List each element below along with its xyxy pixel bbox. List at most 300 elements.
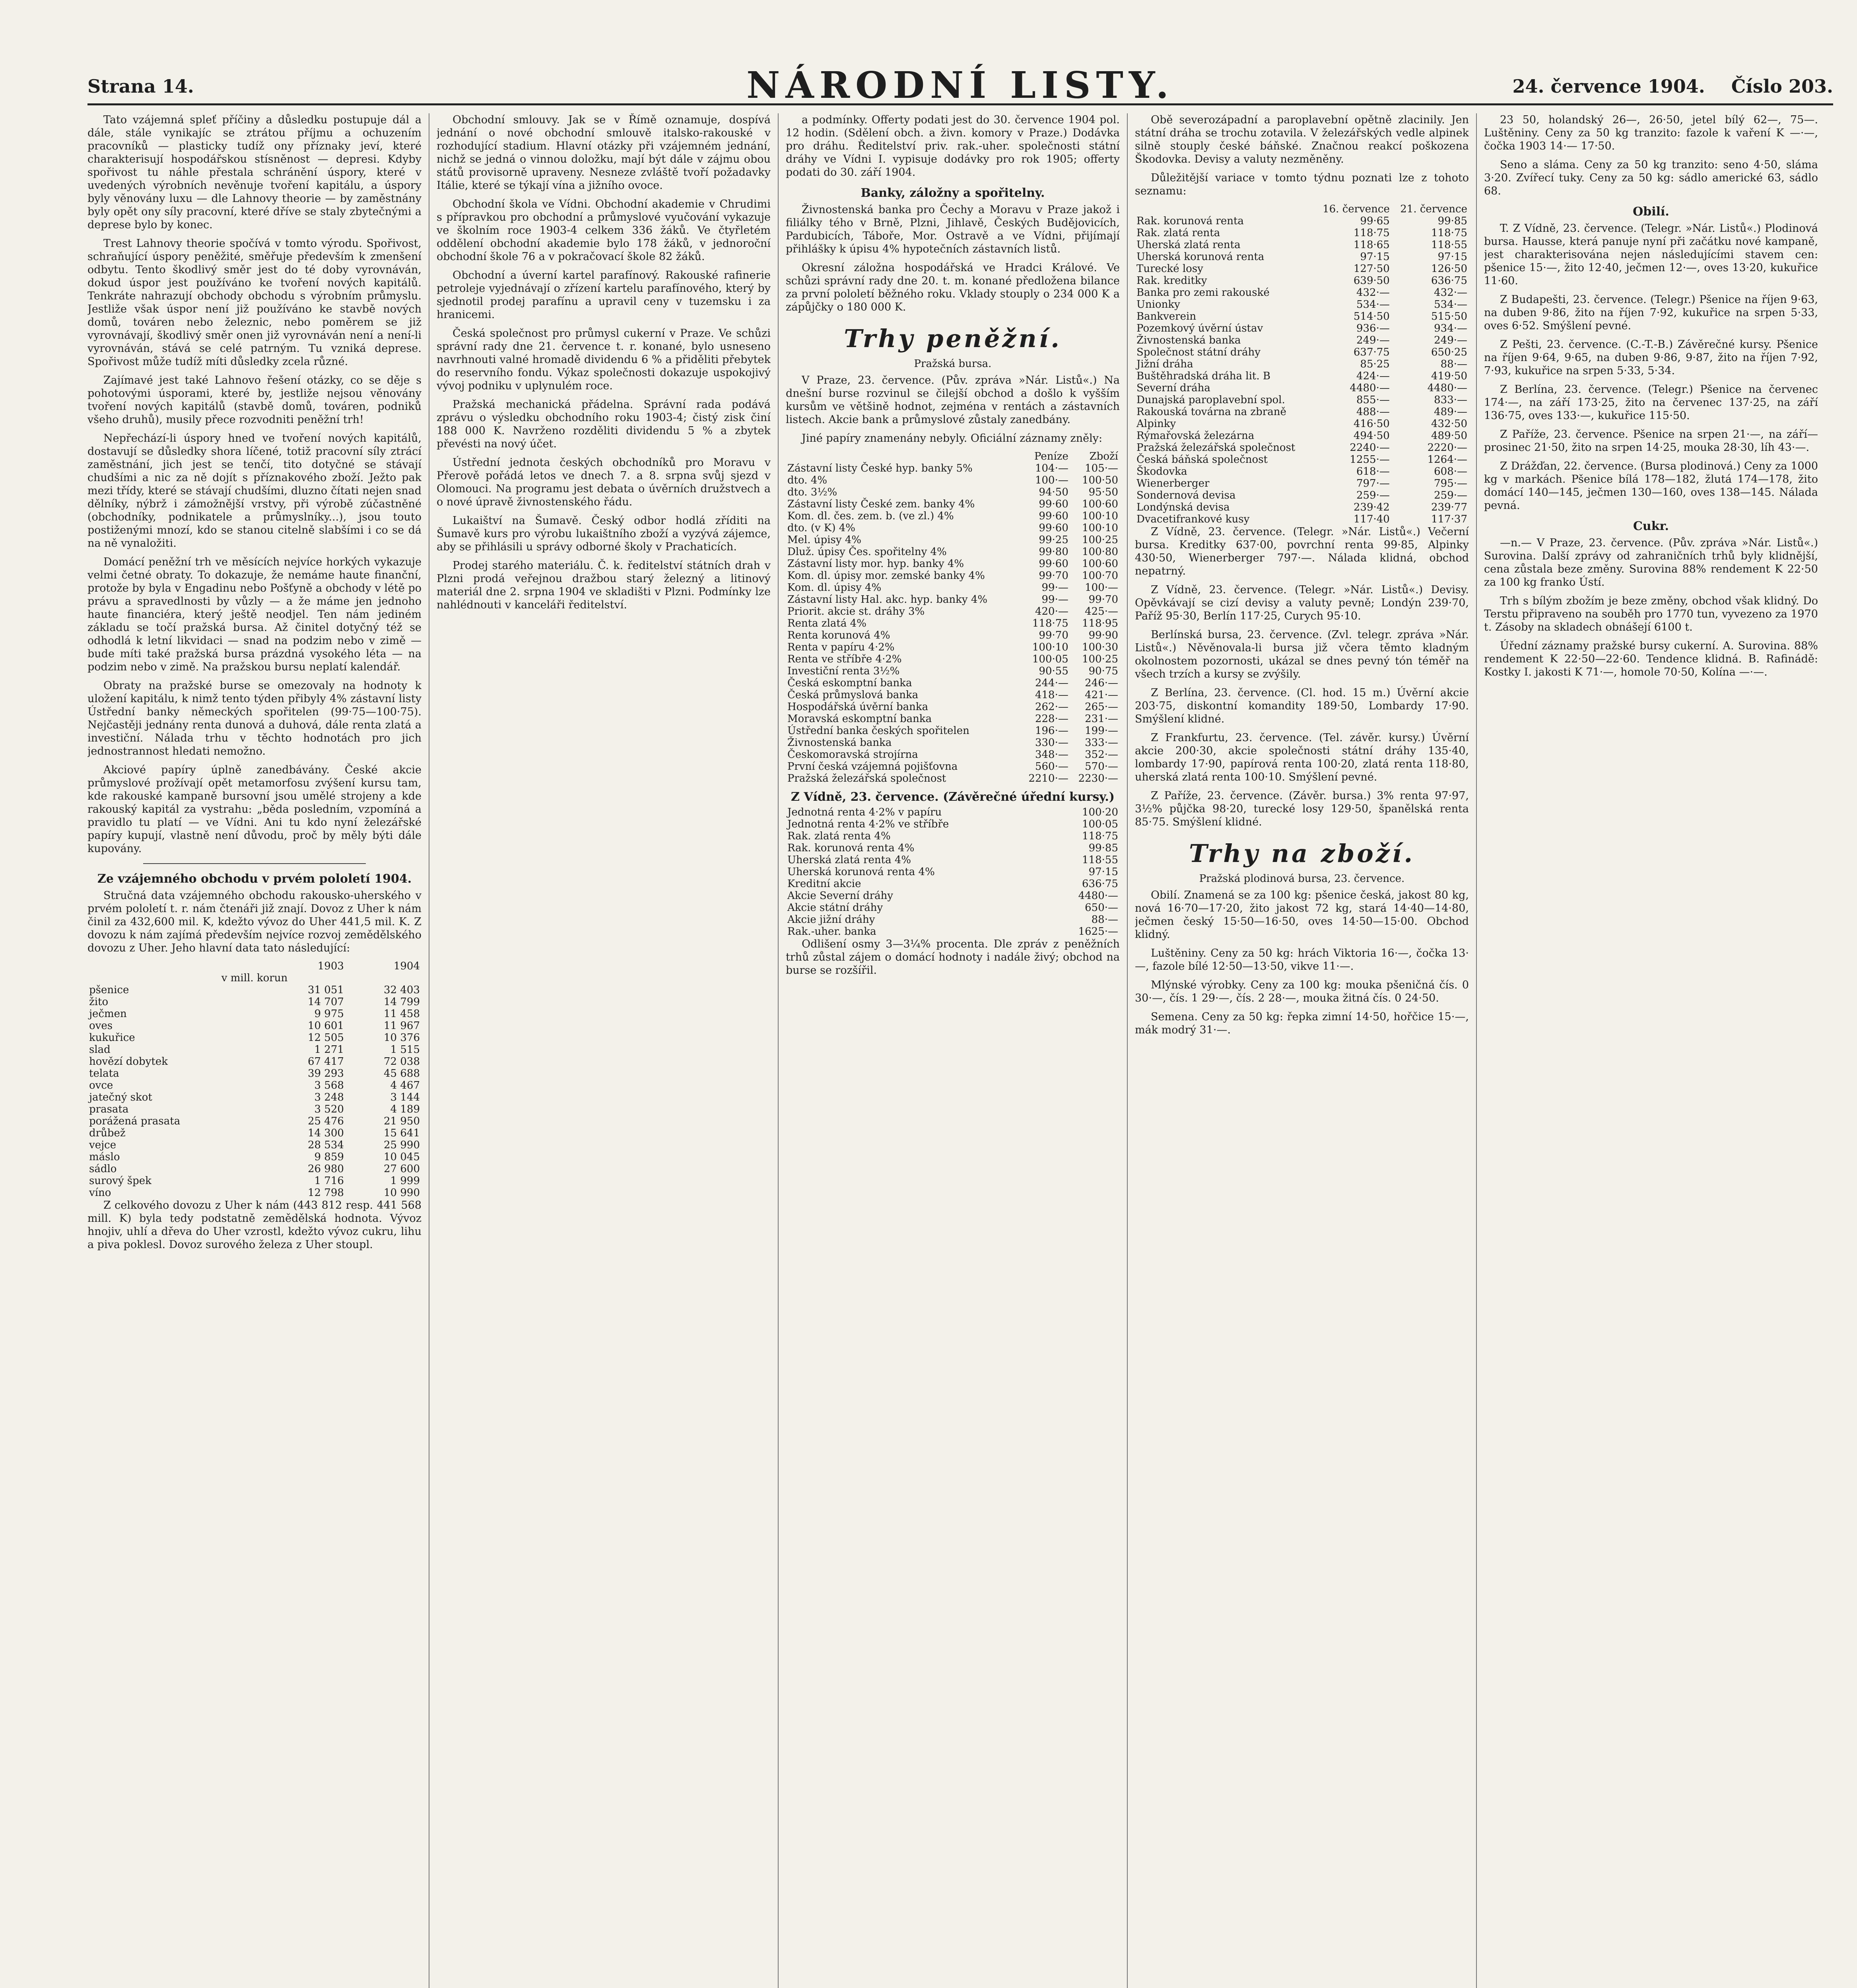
row-value: 560·—: [1035, 761, 1068, 773]
table-row: [87, 1115, 422, 1127]
row-value: 420·—: [1035, 606, 1068, 617]
table-row: [1135, 358, 1469, 370]
row-value: 14 799: [384, 996, 420, 1008]
table-row: [786, 866, 1120, 878]
row-value: 99·—: [1041, 594, 1068, 606]
table-row: [1135, 442, 1469, 454]
row-label: Mel. úpisy 4%: [787, 534, 862, 546]
paragraph: Z Vídně, 23. července. (Telegr. »Nár. Listů«.) Večerní bursa. Kreditky 637·00, povrchní renta 99·85, Alpinky 430·50, Wienerberger 797·—. Nálada klidná, obchod nepatrný.: [1135, 526, 1469, 577]
row-value: 72 038: [384, 1056, 420, 1068]
row-value: 534·—: [1434, 299, 1467, 311]
row-value: 249·—: [1434, 334, 1467, 346]
row-value: 650·25: [1431, 346, 1467, 358]
table-row: [786, 830, 1120, 842]
row-label: Kom. dl. úpisy mor. zemské banky 4%: [787, 570, 985, 582]
table-row: [786, 558, 1120, 570]
row-label: Renta korunová 4%: [787, 629, 890, 641]
table-row: [87, 1187, 422, 1199]
row-value: 100·70: [1082, 570, 1118, 582]
paragraph: Nepřechází-li úspory hned ve tvoření nových kapitálů, dostavují se důsledky shora líčené, totiž pracovní síly ztrácí zaměstnání, jich jest se tenčí, tito dotyčné se stávají chudšími a nic za ně dojít s příznakového zboží. Ježto pak mezi třídy, které se stávají chudšími, dluzno čítati nejen snad dělníky, nýbrž i zámožnější vrstvy, při výrobě zúčastněné (obchodníky, podnikatele a průmyslníky...), jsou touto postiženými mnozí, kdo se stanou citelně slabšími i co se dá na ně vynaložiti.: [87, 432, 422, 549]
row-value: 1264·—: [1427, 454, 1467, 466]
table-row: [786, 641, 1120, 653]
row-label: První česká vzájemná pojišťovna: [787, 761, 958, 773]
table-row: [87, 1068, 422, 1079]
row-value: 31 051: [307, 984, 344, 996]
row-value: 100·60: [1082, 498, 1118, 510]
row-value: 936·—: [1356, 322, 1390, 334]
row-label: Zástavní listy České zem. banky 4%: [787, 498, 975, 510]
table-row: [1135, 334, 1469, 346]
row-value: 636·75: [1431, 275, 1467, 287]
table-row: [786, 510, 1120, 522]
column-2: [437, 113, 771, 1988]
table-row: [1135, 406, 1469, 418]
row-value: 2230·—: [1078, 773, 1118, 784]
paragraph: Odlišení osmy 3—3¼% procenta. Dle zpráv z peněžních trhů zůstal zájem o domácí hodnoty i nadále živý; obchod na burse se rozšířil.: [786, 938, 1120, 977]
table-row: [87, 1032, 422, 1044]
row-label: Dluž. úpisy Čes. spořitelny 4%: [787, 546, 947, 558]
row-label: Turecké losy: [1136, 263, 1203, 275]
row-label: žito: [89, 996, 109, 1008]
table-row: [87, 984, 422, 996]
row-label: Ústřední banka českých spořitelen: [787, 725, 969, 737]
row-value: 259·—: [1356, 489, 1390, 501]
section-divider: [143, 863, 366, 864]
paragraph: Z Drážďan, 22. července. (Bursa plodinová.) Ceny za 1000 kg v markách. Pšenice bílá 178—182, žlutá 174—178, žito domácí 140—145, ječmen 130—160, oves 138—145. Nálada pevná.: [1484, 460, 1818, 512]
row-value: 934·—: [1434, 322, 1467, 334]
row-value: 2210·—: [1028, 773, 1068, 784]
row-value: 244·—: [1035, 677, 1068, 689]
paragraph: Z Frankfurtu, 23. července. (Tel. závěr. kursy.) Úvěrní akcie 200·30, akcie společnosti státní dráhy 135·40, lombardy 17·90, papírová renta 100·20, zlatá renta 118·80, uherská zlatá renta 100·10. Smýšlení pevné.: [1135, 732, 1469, 783]
row-value: 570·—: [1085, 761, 1118, 773]
table-row: [786, 701, 1120, 713]
row-value: 246·—: [1085, 677, 1118, 689]
table-header-cell: Zboží: [1089, 450, 1118, 462]
row-value: 2220·—: [1427, 442, 1467, 454]
row-label: Živnostenská banka: [1136, 334, 1241, 346]
row-value: 11 967: [384, 1020, 420, 1032]
prague-rows: [786, 462, 1120, 784]
table-row: [786, 749, 1120, 761]
row-label: Alpinky: [1136, 418, 1176, 430]
row-label: telata: [89, 1068, 119, 1079]
row-value: 9 859: [314, 1151, 344, 1163]
row-value: 12 505: [307, 1032, 344, 1044]
row-label: Pražská železářská společnost: [1136, 442, 1296, 454]
row-value: 14 300: [307, 1127, 344, 1139]
row-label: Jednotná renta 4·2% ve stříbře: [787, 818, 949, 830]
row-label: Uherská korunová renta: [1136, 251, 1265, 263]
paragraph: Živnostenská banka pro Čechy a Moravu v Praze jakož i filiálky tého v Brně, Plzni, Jihlavě, Českých Budějovicích, Pardubicích, Táboře, Mor. Ostravě a ve Vídni, přijímají přihlášky k úpisu 4% hypotečních zástavních listů.: [786, 204, 1120, 255]
row-value: 118·55: [1082, 854, 1118, 866]
table-row: [786, 725, 1120, 737]
row-value: 21 950: [384, 1115, 420, 1127]
row-label: ječmen: [89, 1008, 127, 1020]
row-value: 118·75: [1353, 227, 1390, 239]
paragraph: Z Budapešti, 23. července. (Telegr.) Pšenice na říjen 9·63, na duben 9·86, žito na říjen 7·92, kukuřice na srpen 5·33, oves 6·52. Smýšlení pevné.: [1484, 293, 1818, 332]
row-value: 514·50: [1353, 311, 1390, 322]
row-value: 99·85: [1437, 215, 1467, 227]
row-value: 3 520: [314, 1103, 344, 1115]
table-row: [1135, 418, 1469, 430]
page-header: [87, 60, 1833, 105]
vienna-rows: [786, 806, 1120, 938]
row-value: 45 688: [384, 1068, 420, 1079]
table-row: [786, 689, 1120, 701]
row-label: Uherská zlatá renta 4%: [787, 854, 911, 866]
row-value: 95·50: [1088, 486, 1118, 498]
row-value: 105·—: [1085, 462, 1118, 474]
table-row: [1135, 346, 1469, 358]
row-value: 100·10: [1082, 510, 1118, 522]
row-value: 432·50: [1431, 418, 1467, 430]
table-header-cell: [786, 450, 1020, 462]
table-header-row: [786, 450, 1120, 462]
table-row: [87, 1091, 422, 1103]
issue-info: [1492, 76, 1833, 97]
row-value: 636·75: [1082, 878, 1118, 890]
table-row: [786, 842, 1120, 854]
issue-number: Číslo 203.: [1731, 76, 1833, 97]
table-row: [786, 653, 1120, 665]
paragraph: Obilí. Znamená se za 100 kg: pšenice česká, jakost 80 kg, nová 16·70—17·20, žito jakost 72 kg, stará 14·40—14·80, ječmen český 15·50—16·50, oves 14·50—15·00. Obchod klidný.: [1135, 889, 1469, 941]
row-value: 97·15: [1088, 866, 1118, 878]
paragraph: —n.— V Praze, 23. července. (Pův. zpráva »Nár. Listů«.) Surovina. Další zprávy od zahraničních trhů byly klidnější, cena zůstala beze změny. Surovina 88% rendement K 22·50 za 100 kg franko Ústí.: [1484, 537, 1818, 588]
table-row: [786, 713, 1120, 725]
row-value: 100·25: [1082, 534, 1118, 546]
paragraph: Česká společnost pro průmysl cukerní v Praze. Ve schůzi správní rady dne 21. července t. r. konané, bylo usneseno navrhnouti valné hromadě dividendu 6 % a přiděliti přebytek do reservního fondu. Výkaz společnosti dokazuje uspokojivý vývoj podniku v uplynulém roce.: [437, 327, 771, 392]
table-row: [786, 546, 1120, 558]
row-label: surový špek: [89, 1175, 152, 1187]
row-value: 833·—: [1434, 394, 1467, 406]
row-value: 99·65: [1360, 215, 1390, 227]
issue-date: 24. července 1904.: [1512, 76, 1705, 97]
section-heading-grain: Obilí.: [1633, 205, 1669, 219]
page-label: Strana 14.: [87, 76, 194, 97]
row-label: Českomoravská strojírna: [787, 749, 918, 761]
row-value: 262·—: [1035, 701, 1068, 713]
market-subheading: Pražská bursa.: [914, 358, 992, 370]
row-label: drůbež: [89, 1127, 126, 1139]
row-label: pšenice: [89, 984, 129, 996]
table-header-cell: 16. července: [1323, 203, 1390, 215]
table-row: [1135, 394, 1469, 406]
variation-rows: [1135, 215, 1469, 525]
table-row: [1135, 239, 1469, 251]
row-value: 118·95: [1082, 617, 1118, 629]
row-value: 608·—: [1434, 466, 1467, 478]
row-value: 10 990: [384, 1187, 420, 1199]
row-label: Dunajská paroplavební spol.: [1136, 394, 1285, 406]
table-unit-row: [87, 972, 422, 984]
table-row: [1135, 215, 1469, 227]
row-value: 11 458: [384, 1008, 420, 1020]
vienna-heading: Z Vídně, 23. července. (Závěrečné úřední kursy.): [791, 790, 1115, 804]
row-label: Zástavní listy České hyp. banky 5%: [787, 462, 973, 474]
table-header-cell: 1903: [317, 960, 344, 972]
table-row: [786, 582, 1120, 594]
row-value: 39 293: [307, 1068, 344, 1079]
row-value: 99·60: [1039, 558, 1068, 570]
paragraph: Ústřední jednota českých obchodníků pro Moravu v Přerově pořádá letos ve dnech 7. a 8. srpna svůj sjezd v Olomouci. Na programu jest debata o úvěrních družstvech a o nové úpravě živnostenského řádu.: [437, 456, 771, 508]
paragraph: 23 50, holandský 26—, 26·50, jetel bílý 62—, 75—. Luštěniny. Ceny za 50 kg tranzito: fazole k vaření K —·—, čočka 1903 14·— 17·50.: [1484, 114, 1818, 152]
row-value: 650·—: [1085, 902, 1118, 914]
paragraph: V Praze, 23. července. (Pův. zpráva »Nár. Listů«.) Na dnešní burse rozvinul se čilejší obchod a došlo k vyšším kursům ve většině hodnot, zejména v rentách a zástavních listech. Akcie bank a průmyslové zůstaly zanedbány.: [786, 374, 1120, 426]
columns: [87, 113, 1833, 1988]
table-row: [1135, 466, 1469, 478]
row-value: 99·70: [1039, 570, 1068, 582]
row-value: 100·10: [1032, 641, 1068, 653]
row-label: Zástavní listy Hal. akc. hyp. banky 4%: [787, 594, 988, 606]
row-value: 797·—: [1356, 478, 1390, 489]
row-label: Unionky: [1136, 299, 1180, 311]
masthead: NÁRODNÍ LISTY.: [746, 64, 1174, 107]
row-value: 100·30: [1082, 641, 1118, 653]
table-row: [786, 474, 1120, 486]
row-label: Hospodářská úvěrní banka: [787, 701, 928, 713]
paragraph: Semena. Ceny za 50 kg: řepka zimní 14·50, hořčice 15·—, mák modrý 31·—.: [1135, 1011, 1469, 1036]
row-label: Uherská korunová renta 4%: [787, 866, 935, 878]
table-row: [786, 629, 1120, 641]
row-value: 118·75: [1032, 617, 1068, 629]
table-row: [1135, 251, 1469, 263]
row-label: Investiční renta 3½%: [787, 665, 900, 677]
paragraph: Z Paříže, 23. července. Pšenice na srpen 21·—, na září—prosinec 21·50, žito na srpen 14·25, mouka 28·30, líh 43·—.: [1484, 428, 1818, 454]
table-row: [786, 606, 1120, 617]
row-value: 196·—: [1035, 725, 1068, 737]
table-row: [87, 1103, 422, 1115]
table-row: [786, 926, 1120, 938]
row-label: dto. 3½%: [787, 486, 837, 498]
row-label: Banka pro zemi rakouské: [1136, 287, 1270, 299]
row-value: 488·—: [1356, 406, 1390, 418]
row-value: 88·—: [1440, 358, 1467, 370]
paragraph: Trh s bílým zbožím je beze změny, obchod však klidný. Do Terstu připraveno na souběh pro 1770 tun, vyvezeno za 1970 t. Zásoby na skladech obnášejí 6100 t.: [1484, 595, 1818, 633]
table-row: [786, 462, 1120, 474]
row-label: Rakouská továrna na zbraně: [1136, 406, 1286, 418]
paragraph: Z Paříže, 23. července. (Závěr. bursa.) 3% renta 97·97, 3½% půjčka 98·20, turecké losy 129·50, španělská renta 85·75. Smýšlení klidné.: [1135, 790, 1469, 828]
row-label: slad: [89, 1044, 111, 1056]
row-value: 99·80: [1039, 546, 1068, 558]
table-row: [786, 486, 1120, 498]
row-value: 637·75: [1353, 346, 1390, 358]
trade-table-intro: Stručná data vzájemného obchodu rakousko-uherského v prvém pololetí t. r. nám čtenáři již znají. Dovoz z Uher k nám činil za 432,600 mil. K, kdežto vývoz do Uher 441,5 mil. K. Z dovozu k nám zajímá především nejvíce rozvoj zemědělského dovozu z Uher. Jeho hlavní data tato následující:: [87, 889, 422, 954]
row-value: 100·—: [1035, 474, 1068, 486]
row-value: 100·80: [1082, 546, 1118, 558]
row-label: porážená prasata: [89, 1115, 181, 1127]
paragraph: Obě severozápadní a paroplavební opětně zlacinily. Jen státní dráha se trochu zotavila. V železářských vedle alpinek silně stouply české báňské. Značnou reakcí poškozena Škodovka. Devisy a valuty nezměněny.: [1135, 114, 1469, 165]
table-row: [786, 677, 1120, 689]
row-value: 100·05: [1032, 653, 1068, 665]
row-value: 432·—: [1356, 287, 1390, 299]
row-value: 126·50: [1431, 263, 1467, 275]
paragraph: Z Pešti, 23. července. (C.-T.-B.) Závěrečné kursy. Pšenice na říjen 9·64, 9·65, na duben 9·86, 9·87, žito na říjen 7·92, 7·93, kukuřice na srpen 5·33, 5·34.: [1484, 338, 1818, 377]
row-value: 26 980: [307, 1163, 344, 1175]
row-value: 104·—: [1035, 462, 1068, 474]
row-label: oves: [89, 1020, 113, 1032]
row-value: 3 248: [314, 1091, 344, 1103]
table-header-cell: [1135, 203, 1314, 215]
column-1: [87, 113, 422, 1988]
row-value: 228·—: [1035, 713, 1068, 725]
row-label: Renta ve stříbře 4·2%: [787, 653, 902, 665]
row-label: prasata: [89, 1103, 129, 1115]
row-value: 118·75: [1082, 830, 1118, 842]
row-label: Jednotná renta 4·2% v papíru: [787, 806, 942, 818]
row-value: 100·20: [1082, 806, 1118, 818]
paragraph: Zajímavé jest také Lahnovo řešení otázky, co se děje s pohotovými úsporami, které by, jestliže nejsou věnovány tvoření nových kapitálů (stavbě domů, továren, podniků všeho druhů), musily přece rozvodniti peněžní trh!: [87, 374, 422, 426]
paragraph: Úřední záznamy pražské bursy cukerní. A. Surovina. 88% rendement K 22·50—22·60. Tendence klidná. B. Rafinádě: Kostky I. jakosti K 71·—, homole 70·50, Kolína —·—.: [1484, 640, 1818, 678]
row-label: jatečný skot: [89, 1091, 152, 1103]
row-label: máslo: [89, 1151, 120, 1163]
row-value: 127·50: [1353, 263, 1390, 275]
table-row: [1135, 513, 1469, 525]
row-value: 534·—: [1356, 299, 1390, 311]
row-value: 99·25: [1039, 534, 1068, 546]
row-value: 795·—: [1434, 478, 1467, 489]
row-value: 618·—: [1356, 466, 1390, 478]
table-row: [786, 854, 1120, 866]
row-value: 10 376: [384, 1032, 420, 1044]
row-value: 100·—: [1085, 582, 1118, 594]
row-value: 94·50: [1039, 486, 1068, 498]
section-heading-sugar: Cukr.: [1633, 519, 1669, 533]
table-row: [1135, 322, 1469, 334]
table-row: [786, 902, 1120, 914]
row-value: 67 417: [307, 1056, 344, 1068]
row-value: 239·42: [1353, 501, 1390, 513]
paragraph: Obchodní škola ve Vídni. Obchodní akademie v Chrudimi s přípravkou pro obchodní a průmyslové vyučování vykazuje ve školním roce 1903-4 celkem 336 žáků. Ve čtyřletém oddělení obchodní akademie bylo 178 žáků, v jednoroční obchodní škole 76 a v pokračovací škole 82 žáků.: [437, 198, 771, 263]
row-value: 9 975: [314, 1008, 344, 1020]
table-row: [786, 914, 1120, 926]
row-value: 15 641: [384, 1127, 420, 1139]
trade-table: [87, 960, 422, 1199]
prague-quotes-table: [786, 450, 1120, 784]
row-value: 855·—: [1356, 394, 1390, 406]
row-label: Renta zlatá 4%: [787, 617, 866, 629]
paragraph: Lukaištví na Šumavě. Český odbor hodlá zříditi na Šumavě kurs pro výrobu lukaištního zboží a vyzývá zájemce, aby se přihlásili u správy odborné školy v Prachaticích.: [437, 514, 771, 553]
row-value: 489·50: [1431, 430, 1467, 442]
paragraph: Prodej starého materiálu. Č. k. ředitelství státních drah v Plzni prodá veřejnou dražbou starý železný a litinový materiál dne 2. srpna 1904 ve skladišti v Plzni. Podmínky lze nahlédnouti v kanceláři ředitelství.: [437, 559, 771, 611]
row-label: Pozemkový úvěrní ústav: [1136, 322, 1263, 334]
row-value: 85·25: [1360, 358, 1390, 370]
paragraph: Berlínská bursa, 23. července. (Zvl. telegr. zpráva »Nár. Listů«.) Něvěnovala-li bursa již včera těmto kladným okolnostem pozornosti, ukázal se dnes pevný tón téměř na všech trzích a kursy se zvýšily.: [1135, 629, 1469, 680]
row-value: 99·60: [1039, 510, 1068, 522]
paragraph: a podmínky. Offerty podati jest do 30. července 1904 pol. 12 hodin. (Sdělení obch. a živn. komory v Praze.) Dodávka pro dráhu. Ředitelství priv. rak.-uher. společnosti státní dráhy ve Vídni I. vypisuje dodávky pro rok 1905; offerty podati do 30. září 1904.: [786, 114, 1120, 179]
row-value: 416·50: [1353, 418, 1390, 430]
row-label: dto. (v K) 4%: [787, 522, 855, 534]
table-caption: Důležitější variace v tomto týdnu poznati lze z tohoto seznamu:: [1135, 172, 1469, 197]
paragraph: Trest Lahnovy theorie spočívá v tomto výrodu. Spořivost, schraňující úspory peněžité, směřuje především k zmenšení odbytu. Tento škodlivý směr jest do té doby vyrovnáván, dokud úspor jest používáno ke tvoření nových kapitálů. Tenkráte nahrazují obchody obchodu s výrobním průmyslu. Jestliže však úspor není již používáno ke stavbě nových domů, továren nebo železnic, nebo poměrem se již vyrovnávají, škodlivý směr onen již vyrovnáván není a není-li vyrovnáván, stává se celé patrným. Tu vzniká deprese. Spořivost může tudíž míti důsledky zcela různé.: [87, 237, 422, 368]
row-label: Londýnská devisa: [1136, 501, 1230, 513]
goods-subheading: Pražská plodinová bursa, 23. července.: [1199, 873, 1405, 885]
row-value: 32 403: [384, 984, 420, 996]
row-label: Buštěhradská dráha lit. B: [1136, 370, 1271, 382]
row-label: Renta v papíru 4·2%: [787, 641, 895, 653]
row-label: Škodovka: [1136, 466, 1187, 478]
row-value: 3 568: [314, 1079, 344, 1091]
column-4: [1135, 113, 1469, 1988]
row-value: 4480·—: [1078, 890, 1118, 902]
row-value: 99·90: [1088, 629, 1118, 641]
column-rule: [778, 113, 779, 1988]
table-row: [786, 594, 1120, 606]
table-header-cell: 1904: [393, 960, 420, 972]
table-row: [87, 1079, 422, 1091]
row-value: 231·—: [1085, 713, 1118, 725]
row-value: 100·50: [1082, 474, 1118, 486]
row-value: 97·15: [1360, 251, 1390, 263]
table-row: [786, 570, 1120, 582]
row-value: 4480·—: [1350, 382, 1390, 394]
table-header-cell: [87, 960, 270, 972]
row-value: 421·—: [1085, 689, 1118, 701]
table-row: [786, 665, 1120, 677]
row-label: Akcie jižní dráhy: [787, 914, 875, 926]
row-value: 419·50: [1431, 370, 1467, 382]
table-row: [87, 1044, 422, 1056]
row-value: 4480·—: [1427, 382, 1467, 394]
table-row: [87, 1175, 422, 1187]
column-5: [1484, 113, 1818, 1988]
row-value: 28 534: [307, 1139, 344, 1151]
row-value: 14 707: [307, 996, 344, 1008]
table-row: [1135, 263, 1469, 275]
column-3: [786, 113, 1120, 1988]
row-label: Pražská železářská společnost: [787, 773, 946, 784]
column-1-articles: [87, 113, 422, 855]
row-label: kukuřice: [89, 1032, 135, 1044]
table-row: [87, 1056, 422, 1068]
row-value: 97·15: [1437, 251, 1467, 263]
table-row: [1135, 287, 1469, 299]
row-value: 515·50: [1431, 311, 1467, 322]
paragraph: Z celkového dovozu z Uher k nám (443 812 resp. 441 568 mill. K) byla tedy podstatně zemědělská hodnota. Vývoz hnojiv, uhlí a dřeva do Uher vzrostl, kdežto vývoz cukru, lihu a piva poklesl. Dovoz surového železa z Uher stoupl.: [87, 1199, 422, 1251]
paragraph: Okresní záložna hospodářská ve Hradci Králové. Ve schůzi správní rady dne 20. t. m. konané předložena bilance za první pololetí běžného roku. Vklady stouply o 234 000 K a zápůjčky o 180 000 K.: [786, 262, 1120, 313]
table-row: [1135, 430, 1469, 442]
trade-table-title: Ze vzájemného obchodu v prvém pololetí 1904.: [97, 872, 412, 886]
row-value: 1255·—: [1350, 454, 1390, 466]
table-row: [786, 761, 1120, 773]
row-label: Rak.-uher. banka: [787, 926, 876, 938]
row-value: 117·40: [1353, 513, 1390, 525]
paragraph: Mlýnské výrobky. Ceny za 100 kg: mouka pšeničná čís. 0 30·—, čís. 1 29·—, čís. 2 28·—, mouka žitná čís. 0 24·50.: [1135, 979, 1469, 1004]
row-label: Česká průmyslová banka: [787, 689, 919, 701]
row-label: hovězí dobytek: [89, 1056, 168, 1068]
row-label: Česká eskomptní banka: [787, 677, 912, 689]
row-value: 1625·—: [1078, 926, 1118, 938]
row-label: Moravská eskomptní banka: [787, 713, 932, 725]
row-value: 99·85: [1088, 842, 1118, 854]
row-label: Sondernová devisa: [1136, 489, 1236, 501]
row-value: 99·60: [1039, 498, 1068, 510]
table-row: [1135, 489, 1469, 501]
row-value: 118·65: [1353, 239, 1390, 251]
paragraph: Domácí peněžní trh ve měsících nejvíce horkých vykazuje velmi četné obraty. To dokazuje, že nemáme haute finanční, protože by byla v Engadinu nebo Pošťyně a obchody v létě po právu a spravedlnosti by vůzly — a že máme jen jednoho haute financiéra, který ještě neodjel. Ten nám jediném základu se točí pražská bursa. Až činitel dotyčný též se odhodlá k letní likvidaci — snad na podzim nebo v zimě — bude míti také pražská bursa prázdná vysokého léta — na podzim nebo v zimě. Na pražskou bursu neplatí kalendář.: [87, 556, 422, 673]
row-value: 348·—: [1035, 749, 1068, 761]
table-row: [786, 617, 1120, 629]
row-value: 25 990: [384, 1139, 420, 1151]
row-value: 1 999: [390, 1175, 420, 1187]
row-label: Rak. zlatá renta: [1136, 227, 1220, 239]
row-value: 88·—: [1091, 914, 1118, 926]
row-value: 99·—: [1041, 582, 1068, 594]
row-value: 12 798: [307, 1187, 344, 1199]
table-header-cell: 21. července: [1400, 203, 1467, 215]
row-value: 90·75: [1088, 665, 1118, 677]
table-row: [87, 1139, 422, 1151]
row-label: Priorit. akcie st. dráhy 3%: [787, 606, 925, 617]
